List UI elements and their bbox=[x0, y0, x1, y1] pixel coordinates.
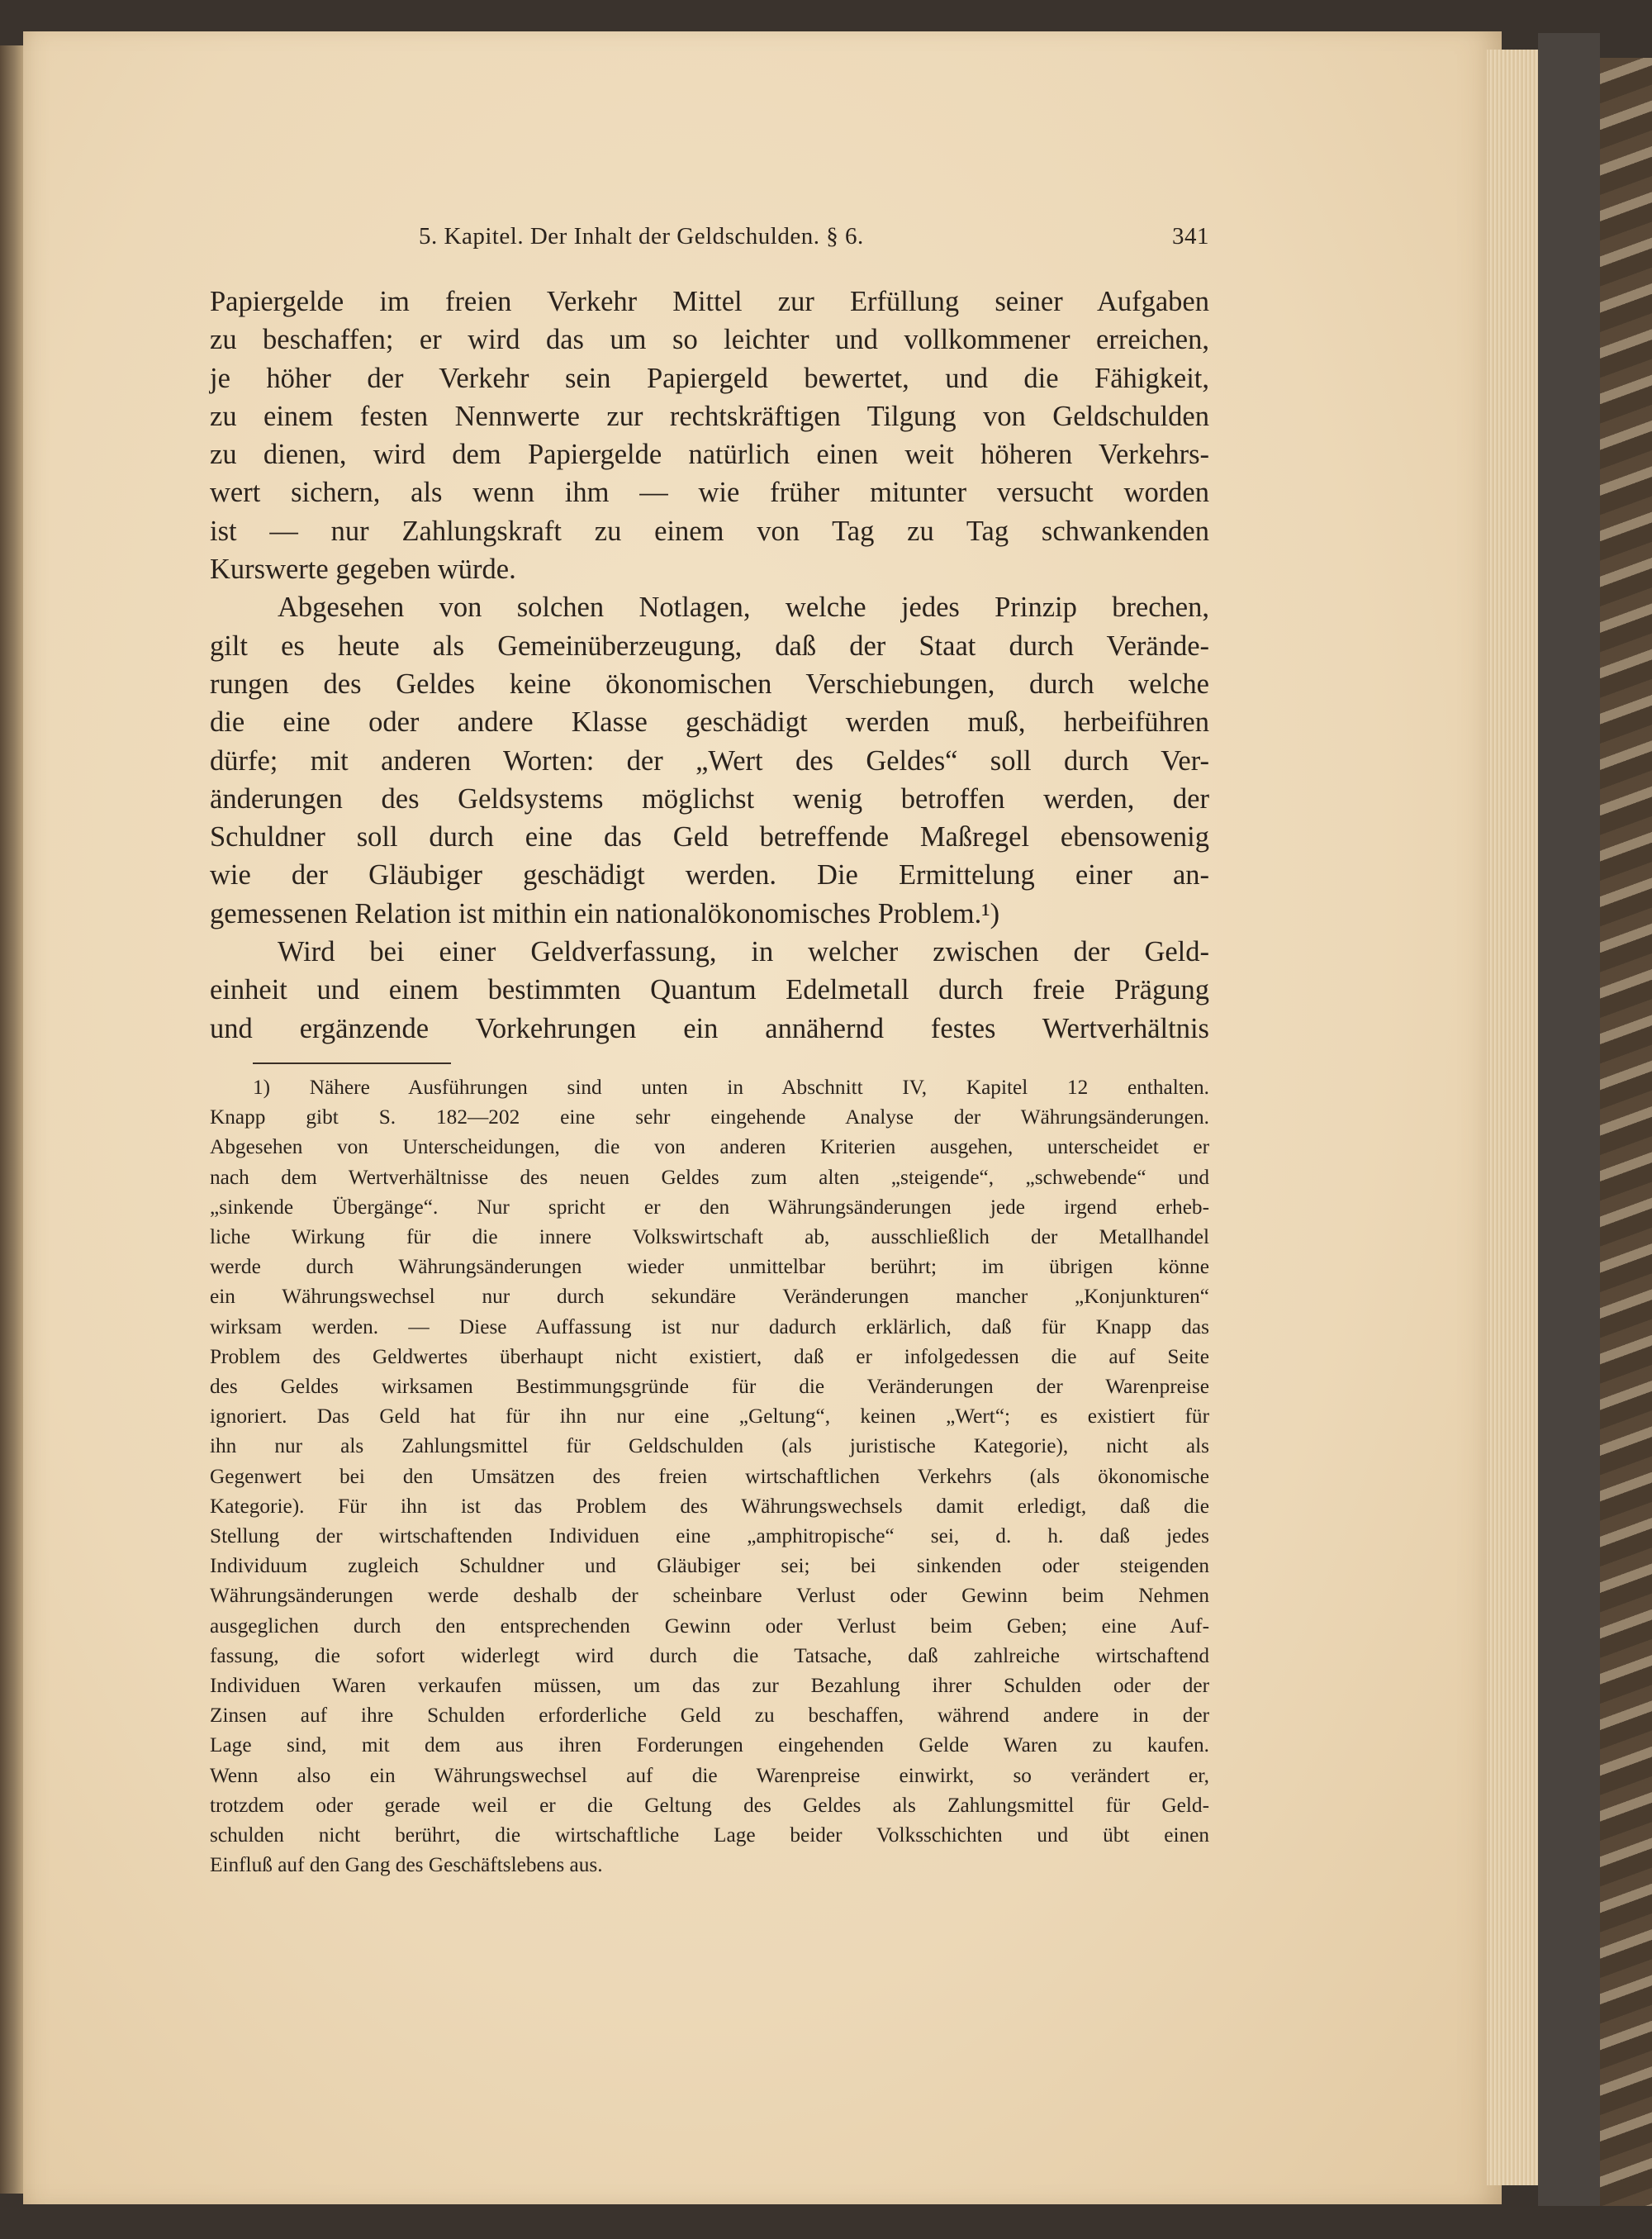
page-edges bbox=[1487, 50, 1545, 2185]
body-line: einheit und einem bestimmten Quantum Edelmetall durch freie Prägung bbox=[210, 974, 1209, 1006]
body-line: gilt es heute als Gemeinüberzeugung, daß der Staat durch Verände- bbox=[210, 630, 1209, 662]
body-line: wert sichern, als wenn ihm — wie früher mitunter versucht worden bbox=[210, 477, 1209, 509]
body-line: wie der Gläubiger geschädigt werden. Die Ermittelung einer an- bbox=[210, 859, 1209, 891]
body-line: und ergänzende Vorkehrungen ein annähernd festes Wertverhältnis bbox=[210, 1012, 1209, 1044]
body-line: die eine oder andere Klasse geschädigt werden muß, herbeiführen bbox=[210, 706, 1209, 739]
footnote-line: ignoriert. Das Geld hat für ihn nur eine „Geltung“, keinen „Wert“; es existiert für bbox=[210, 1405, 1209, 1428]
footnote-line: Individuen Waren verkaufen müssen, um das zur Bezahlung ihrer Schulden oder der bbox=[210, 1674, 1209, 1697]
body-line: zu dienen, wird dem Papiergelde natürlich einen weit höheren Verkehrs- bbox=[210, 439, 1209, 471]
body-line: gemessenen Relation ist mithin ein nationalökonomisches Problem.¹) bbox=[210, 897, 1000, 929]
footnote-line: werde durch Währungsänderungen wieder unmittelbar berührt; im übrigen könne bbox=[210, 1255, 1209, 1279]
footnote-line: Abgesehen von Unterscheidungen, die von anderen Kriterien ausgehen, unterscheidet er bbox=[210, 1135, 1209, 1159]
footnote bbox=[210, 1072, 1209, 1880]
body-line: Wird bei einer Geldverfassung, in welcher zwischen der Geld- bbox=[278, 936, 1209, 968]
footnote-line: ein Währungswechsel nur durch sekundäre Veränderungen mancher „Konjunkturen“ bbox=[210, 1285, 1209, 1309]
marbled-cover bbox=[1600, 58, 1652, 2206]
body-line: zu beschaffen; er wird das um so leichter und vollkommener erreichen, bbox=[210, 324, 1209, 356]
footnote-line: Einfluß auf den Gang des Geschäftslebens aus. bbox=[210, 1853, 603, 1877]
footnote-line: Zinsen auf ihre Schulden erforderliche Geld zu beschaffen, während andere in der bbox=[210, 1704, 1209, 1728]
body-line: je höher der Verkehr sein Papiergeld bewertet, und die Fähigkeit, bbox=[210, 362, 1209, 394]
body-line: rungen des Geldes keine ökonomischen Verschiebungen, durch welche bbox=[210, 668, 1209, 700]
body-line: Schuldner soll durch eine das Geld betreffende Maßregel ebensowenig bbox=[210, 821, 1209, 853]
footnote-line: nach dem Wertverhältnisse des neuen Geldes zum alten „steigende“, „schwebende“ und bbox=[210, 1165, 1209, 1189]
body-line: dürfe; mit anderen Worten: der „Wert des Geldes“ soll durch Ver- bbox=[210, 744, 1209, 777]
footnote-line: fassung, die sofort widerlegt wird durch die Tatsache, daß zahlreiche wirtschaftend bbox=[210, 1643, 1209, 1667]
footnote-line: Lage sind, mit dem aus ihren Forderungen eingehenden Gelde Waren zu kaufen. bbox=[210, 1733, 1209, 1757]
footnote-line: Knapp gibt S. 182—202 eine sehr eingehende Analyse der Währungsänderungen. bbox=[210, 1105, 1209, 1129]
running-head bbox=[210, 223, 1209, 264]
footnote-line: Stellung der wirtschaftenden Individuen eine „amphitropische“ sei, d. h. daß jedes bbox=[210, 1524, 1209, 1547]
footnote-line: wirksam werden. — Diese Auffassung ist nur dadurch erklärlich, daß für Knapp das bbox=[210, 1314, 1209, 1338]
footnote-line: 1) Nähere Ausführungen sind unten in Abschnitt IV, Kapitel 12 enthalten. bbox=[253, 1075, 1209, 1099]
book-cover-left bbox=[0, 45, 23, 2194]
chapter-title: 5. Kapitel. Der Inhalt der Geldschulden. § 6. bbox=[419, 223, 864, 250]
footnote-line: Individuum zugleich Schuldner und Gläubiger sei; bei sinkenden oder steigenden bbox=[210, 1554, 1209, 1578]
footnote-line: des Geldes wirksamen Bestimmungsgründe für die Veränderungen der Warenpreise bbox=[210, 1374, 1209, 1398]
footnote-line: liche Wirkung für die innere Volkswirtschaft ab, ausschließlich der Metallhandel bbox=[210, 1224, 1209, 1248]
book-spine bbox=[1538, 33, 1600, 2206]
footnote-line: Problem des Geldwertes überhaupt nicht existiert, daß er infolgedessen die auf Seite bbox=[210, 1344, 1209, 1368]
footnote-line: „sinkende Übergänge“. Nur spricht er den Währungsänderungen jede irgend erheb- bbox=[210, 1195, 1209, 1219]
footnote-line: Währungsänderungen werde deshalb der scheinbare Verlust oder Gewinn beim Nehmen bbox=[210, 1584, 1209, 1608]
footnote-line: Gegenwert bei den Umsätzen des freien wirtschaftlichen Verkehrs (als ökonomische bbox=[210, 1464, 1209, 1488]
body-line: ist — nur Zahlungskraft zu einem von Tag zu Tag schwankenden bbox=[210, 515, 1209, 547]
footnote-separator bbox=[253, 1062, 451, 1064]
body-text bbox=[210, 283, 1209, 1048]
footnote-line: schulden nicht berührt, die wirtschaftliche Lage beider Volksschichten und übt einen bbox=[210, 1823, 1209, 1847]
body-line: Papiergelde im freien Verkehr Mittel zur Erfüllung seiner Aufgaben bbox=[210, 286, 1209, 317]
footnote-line: ausgeglichen durch den entsprechenden Gewinn oder Verlust beim Geben; eine Auf- bbox=[210, 1614, 1209, 1638]
body-line: Kurswerte gegeben würde. bbox=[210, 554, 516, 586]
footnote-line: ihn nur als Zahlungsmittel für Geldschulden (als juristische Kategorie), nicht als bbox=[210, 1434, 1209, 1458]
page-text bbox=[210, 223, 1209, 1880]
body-line: zu einem festen Nennwerte zur rechtskräftigen Tilgung von Geldschulden bbox=[210, 400, 1209, 432]
body-line: änderungen des Geldsystems möglichst wenig betroffen werden, der bbox=[210, 782, 1209, 815]
footnote-line: Kategorie). Für ihn ist das Problem des Währungswechsels damit erledigt, daß die bbox=[210, 1494, 1209, 1518]
page-number: 341 bbox=[1172, 223, 1209, 250]
body-line: Abgesehen von solchen Notlagen, welche jedes Prinzip brechen, bbox=[278, 592, 1209, 624]
footnote-line: Wenn also ein Währungswechsel auf die Warenpreise einwirkt, so verändert er, bbox=[210, 1763, 1209, 1787]
footnote-line: trotzdem oder gerade weil er die Geltung des Geldes als Zahlungsmittel für Geld- bbox=[210, 1793, 1209, 1817]
